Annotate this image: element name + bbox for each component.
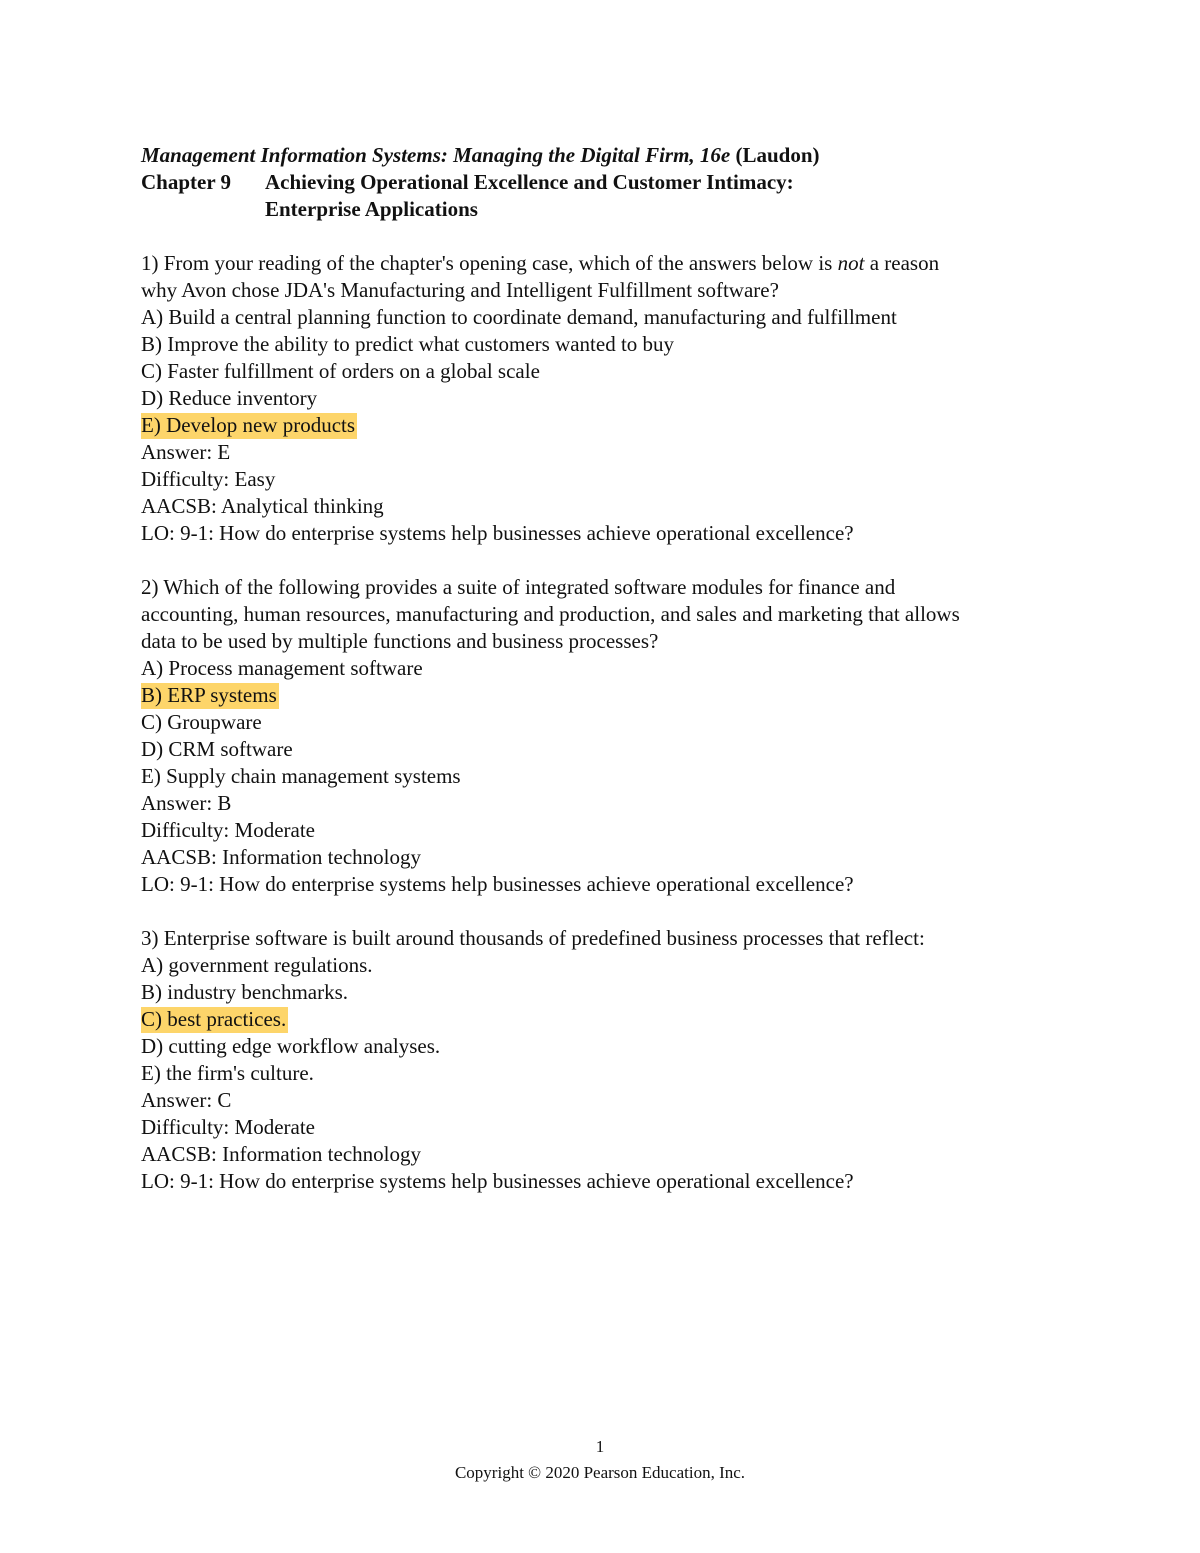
answer-key: Answer: B [141,791,232,815]
chapter-heading [141,169,1101,196]
answer-option-c: C) Groupware [141,710,262,734]
question-stem-line: why Avon chose JDA's Manufacturing and Intelligent Fulfillment software? [141,278,779,302]
answer-option-e: E) the firm's culture. [141,1061,314,1085]
answer-key: Answer: E [141,440,231,464]
stem-text: a reason [864,251,940,275]
aacsb: AACSB: Information technology [141,845,421,869]
answer-option-a: A) Process management software [141,656,423,680]
book-title: Management Information Systems: Managing the Digital Firm, 16e [141,143,731,167]
page-content [141,142,1101,1195]
aacsb: AACSB: Information technology [141,1142,421,1166]
answer-option-a: A) Build a central planning function to coordinate demand, manufacturing and fulfillment [141,305,897,329]
highlighted-correct-option: E) Develop new products [141,413,356,437]
difficulty: Difficulty: Moderate [141,818,315,842]
stem-emphasis: not [837,251,865,275]
answer-option-e-row [141,412,1101,439]
question-stem-line: data to be used by multiple functions and business processes? [141,629,659,653]
stem-text: 1) From your reading of the chapter's opening case, which of the answers below is [141,251,838,275]
difficulty: Difficulty: Easy [141,467,276,491]
learning-objective: LO: 9-1: How do enterprise systems help businesses achieve operational excellence? [141,521,854,545]
aacsb: AACSB: Analytical thinking [141,494,384,518]
answer-key: Answer: C [141,1088,232,1112]
spacer [141,223,1101,250]
book-author: (Laudon) [730,143,820,167]
question-3 [141,925,1101,1195]
chapter-title-line1: Achieving Operational Excellence and Customer Intimacy: [265,170,794,194]
answer-option-d: D) cutting edge workflow analyses. [141,1034,441,1058]
answer-option-b: B) industry benchmarks. [141,980,349,1004]
question-stem-line [141,250,1101,277]
answer-option-e: E) Supply chain management systems [141,764,461,788]
page-number: 1 [595,1437,605,1456]
highlighted-correct-option: C) best practices. [141,1007,287,1031]
difficulty: Difficulty: Moderate [141,1115,315,1139]
book-title-line [141,142,1101,169]
question-stem-line: 3) Enterprise software is built around thousands of predefined business processes that reflect: [141,926,925,950]
answer-option-c-row [141,1006,1101,1033]
learning-objective: LO: 9-1: How do enterprise systems help businesses achieve operational excellence? [141,872,854,896]
learning-objective: LO: 9-1: How do enterprise systems help businesses achieve operational excellence? [141,1169,854,1193]
question-1 [141,250,1101,547]
copyright-notice: Copyright © 2020 Pearson Education, Inc. [454,1463,746,1482]
question-stem-line: 2) Which of the following provides a suite of integrated software modules for finance and [141,575,896,599]
chapter-title-line2: Enterprise Applications [265,197,478,221]
chapter-number: Chapter 9 [141,170,232,194]
answer-option-b-row [141,682,1101,709]
answer-option-c: C) Faster fulfillment of orders on a global scale [141,359,540,383]
answer-option-d: D) Reduce inventory [141,386,318,410]
question-stem-line: accounting, human resources, manufacturing and production, and sales and marketing that allows [141,602,960,626]
highlighted-correct-option: B) ERP systems [141,683,277,707]
spacer [141,547,1101,574]
answer-option-a: A) government regulations. [141,953,373,977]
answer-option-d: D) CRM software [141,737,293,761]
answer-option-b: B) Improve the ability to predict what customers wanted to buy [141,332,675,356]
question-2 [141,574,1101,898]
spacer [141,898,1101,925]
